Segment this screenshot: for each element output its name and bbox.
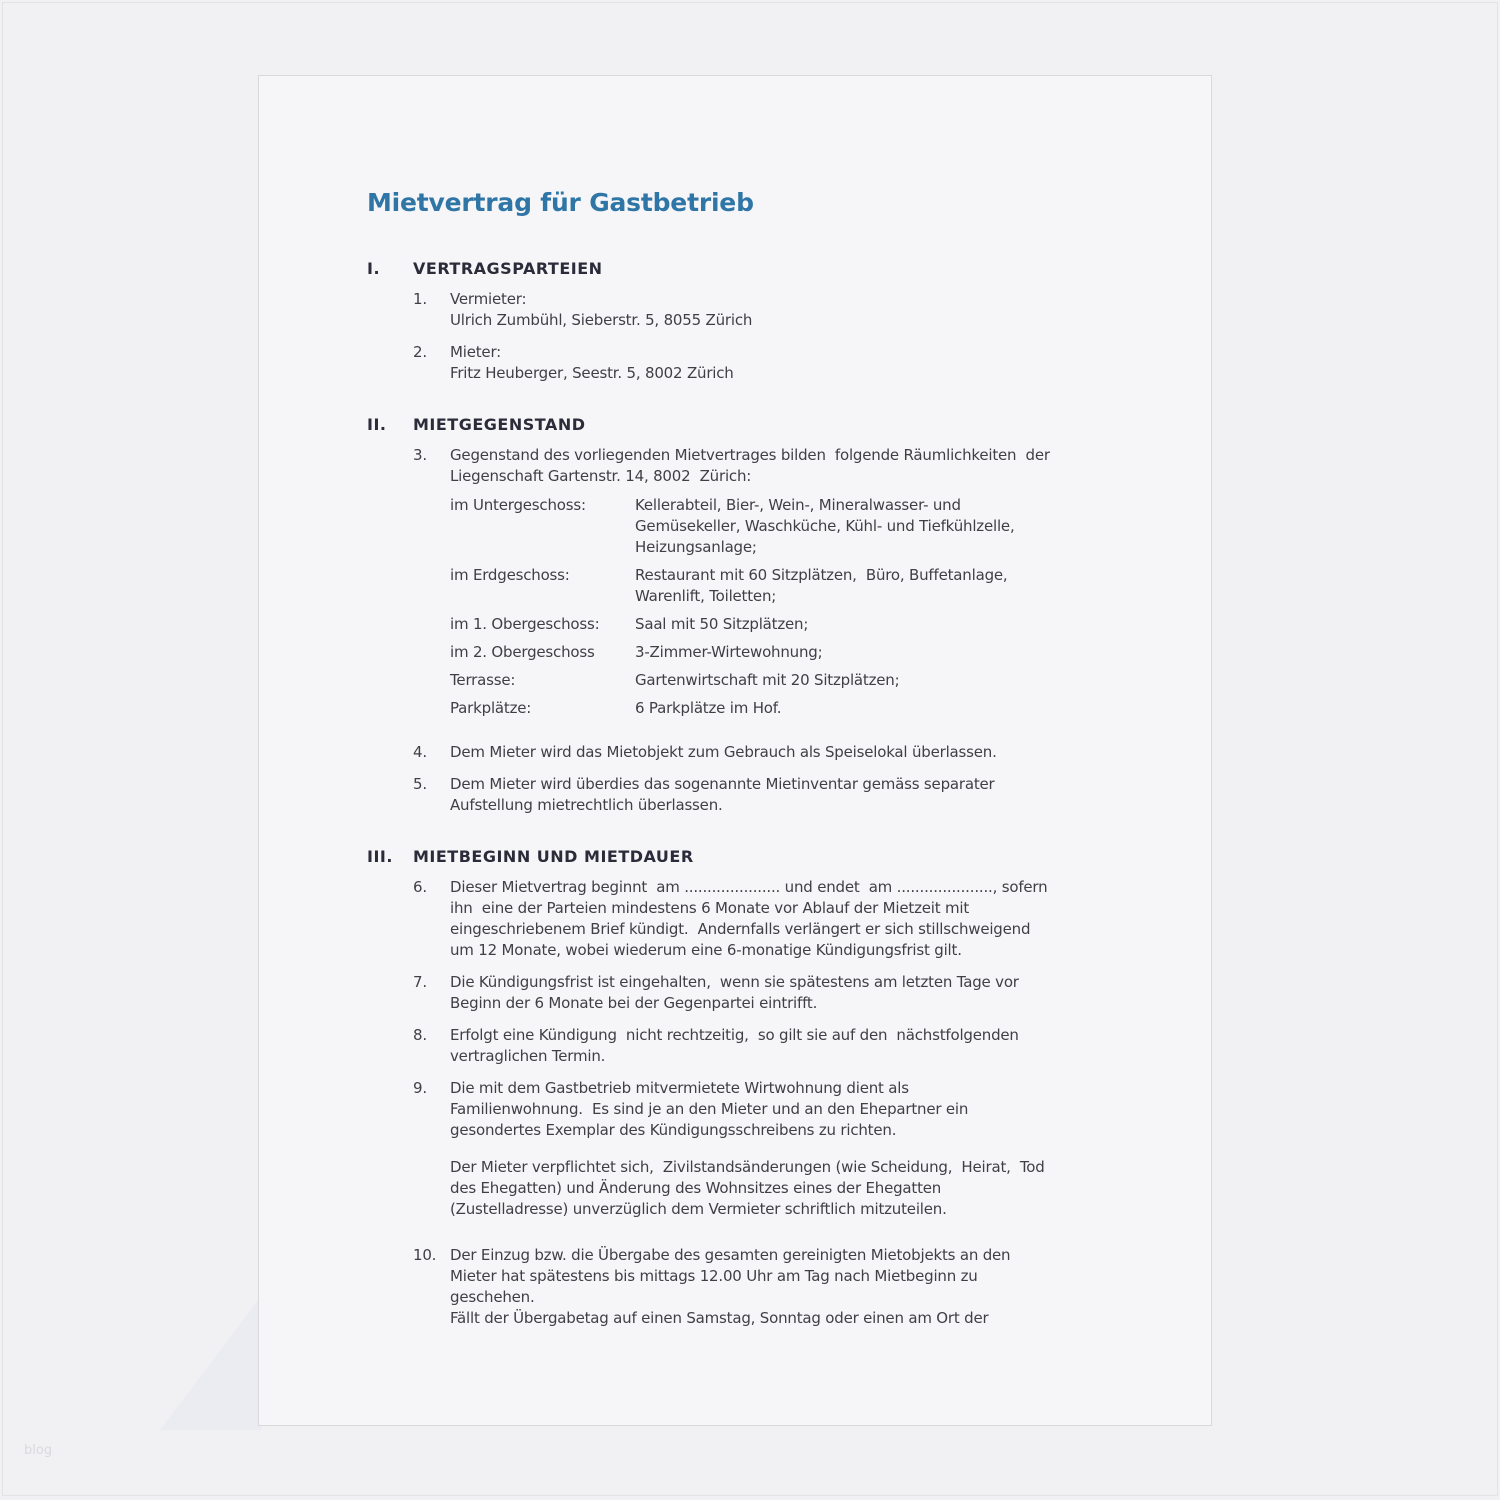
contract-clause: [413, 1078, 1211, 1220]
clause-body: [450, 972, 1019, 1014]
contract-clause: [413, 1245, 1211, 1329]
clause-number: 6.: [413, 878, 427, 896]
clause-body: [450, 289, 752, 331]
clause-text-line: Mieter hat spätestens bis mittags 12.00 Uhr am Tag nach Mietbeginn zu: [450, 1267, 978, 1285]
clause-text-line: geschehen.: [450, 1288, 535, 1306]
section-heading-text: MIETGEGENSTAND: [413, 415, 586, 434]
contract-clause: [413, 972, 1211, 1014]
room-location-label: Terrasse:: [450, 671, 516, 689]
contract-clause: [413, 289, 1211, 331]
clause-text-line: Ulrich Zumbühl, Sieberstr. 5, 8055 Zürich: [450, 311, 753, 329]
contract-title: Mietvertrag für Gastbetrieb: [367, 188, 754, 217]
contract-clause: [413, 742, 1211, 763]
clause-text-line: Liegenschaft Gartenstr. 14, 8002 Zürich:: [450, 467, 752, 485]
clause-text-line: ihn eine der Parteien mindestens 6 Monate vor Ablauf der Mietzeit mit: [450, 899, 970, 917]
section-mietbeginn-und-mietdauer: [259, 846, 1211, 1329]
room-description-line: Saal mit 50 Sitzplätzen;: [635, 615, 809, 633]
clause-text-line: eingeschriebenem Brief kündigt. Andernfalls verlängert er sich stillschweigend: [450, 920, 1031, 938]
clause-number: 5.: [413, 775, 427, 793]
room-row: [450, 642, 1050, 663]
clause-text-line: Aufstellung mietrechtlich überlassen.: [450, 796, 723, 814]
clause-text-line: um 12 Monate, wobei wiederum eine 6-monatige Kündigungsfrist gilt.: [450, 941, 962, 959]
clause-text-line: Fritz Heuberger, Seestr. 5, 8002 Zürich: [450, 364, 734, 382]
contract-clause: [413, 774, 1211, 816]
clause-number: 1.: [413, 290, 427, 308]
clause-number: 7.: [413, 973, 427, 991]
section-vertragsparteien: [259, 258, 1211, 384]
clause-body: [450, 342, 734, 384]
contract-clause: [413, 445, 1211, 731]
clause-body: [450, 774, 995, 816]
room-location-label: im Untergeschoss:: [450, 496, 586, 514]
room-row: [450, 495, 1050, 558]
section-heading: [367, 846, 1211, 867]
clause-number: 9.: [413, 1079, 427, 1097]
section-heading: [367, 258, 1211, 279]
clause-second-paragraph: [450, 1157, 1045, 1220]
room-description: [635, 614, 808, 635]
clause-text-line: des Ehegatten) und Änderung des Wohnsitzes eines der Ehegatten: [450, 1179, 942, 1197]
clause-text-line: Dieser Mietvertrag beginnt am ..................... und endet am ....................., sofern: [450, 878, 1048, 896]
premises-table: [450, 495, 1050, 719]
room-description-line: 3-Zimmer-Wirtewohnung;: [635, 643, 823, 661]
watermark-blog: blog: [24, 1443, 53, 1458]
section-numeral: I.: [367, 259, 381, 278]
clause-text-line: vertraglichen Termin.: [450, 1047, 606, 1065]
room-row: [450, 698, 1050, 719]
room-description-line: Gartenwirtschaft mit 20 Sitzplätzen;: [635, 671, 900, 689]
room-description-line: Kellerabteil, Bier-, Wein-, Mineralwasser- und: [635, 496, 961, 514]
clause-body: [450, 742, 997, 763]
clause-text-line: Mieter:: [450, 343, 502, 361]
section-numeral: III.: [367, 847, 393, 866]
clause-number: 8.: [413, 1026, 427, 1044]
page-corner-fold: [160, 1295, 262, 1430]
room-description-line: Warenlift, Toiletten;: [635, 587, 777, 605]
room-location-label: im 1. Obergeschoss:: [450, 615, 600, 633]
clause-text-line: Vermieter:: [450, 290, 527, 308]
room-row: [450, 565, 1050, 607]
clause-text-line: Fällt der Übergabetag auf einen Samstag, Sonntag oder einen am Ort der: [450, 1309, 989, 1327]
section-heading-text: MIETBEGINN UND MIETDAUER: [413, 847, 694, 866]
room-location-label: im 2. Obergeschoss: [450, 643, 595, 661]
clause-text-line: Erfolgt eine Kündigung nicht rechtzeitig, so gilt sie auf den nächstfolgenden: [450, 1026, 1019, 1044]
clause-number: 10.: [413, 1246, 437, 1264]
clause-text-line: Die Kündigungsfrist ist eingehalten, wenn sie spätestens am letzten Tage vor: [450, 973, 1019, 991]
clause-text-line: Dem Mieter wird das Mietobjekt zum Gebrauch als Speiselokal überlassen.: [450, 743, 997, 761]
section-mietgegenstand: [259, 414, 1211, 816]
clause-text-line: Gegenstand des vorliegenden Mietvertrages bilden folgende Räumlichkeiten der: [450, 446, 1050, 464]
contract-clause: [413, 342, 1211, 384]
clause-text-line: Familienwohnung. Es sind je an den Mieter und an den Ehepartner ein: [450, 1100, 969, 1118]
room-description: [635, 670, 899, 691]
room-location-label: im Erdgeschoss:: [450, 566, 570, 584]
clause-body: [450, 1025, 1019, 1067]
contract-clause: [413, 1025, 1211, 1067]
clause-body: [450, 877, 1047, 961]
room-row: [450, 614, 1050, 635]
room-location-label: Parkplätze:: [450, 699, 532, 717]
clause-number: 4.: [413, 743, 427, 761]
clause-text-line: Die mit dem Gastbetrieb mitvermietete Wirtwohnung dient als: [450, 1079, 909, 1097]
clause-text-line: Beginn der 6 Monate bei der Gegenpartei eintrifft.: [450, 994, 818, 1012]
room-row: [450, 670, 1050, 691]
clause-text-line: Dem Mieter wird überdies das sogenannte Mietinventar gemäss separater: [450, 775, 995, 793]
room-description-line: 6 Parkplätze im Hof.: [635, 699, 782, 717]
clause-text-line: Der Mieter verpflichtet sich, Zivilstandsänderungen (wie Scheidung, Heirat, Tod: [450, 1158, 1045, 1176]
section-heading: [367, 414, 1211, 435]
room-description: [635, 495, 1015, 558]
contract-clause: [413, 877, 1211, 961]
clause-number: 3.: [413, 446, 427, 464]
section-heading-text: VERTRAGSPARTEIEN: [413, 259, 603, 278]
clause-text-line: Der Einzug bzw. die Übergabe des gesamten gereinigten Mietobjekts an den: [450, 1246, 1011, 1264]
room-description: [635, 565, 1007, 607]
room-description-line: Gemüsekeller, Waschküche, Kühl- und Tiefkühlzelle,: [635, 517, 1015, 535]
section-numeral: II.: [367, 415, 387, 434]
clause-text-line: gesondertes Exemplar des Kündigungsschreibens zu richten.: [450, 1121, 897, 1139]
clause-number: 2.: [413, 343, 427, 361]
room-description: [635, 698, 781, 719]
clause-text-line: (Zustelladresse) unverzüglich dem Vermieter schriftlich mitzuteilen.: [450, 1200, 947, 1218]
clause-body: [450, 1245, 1010, 1329]
clause-body: [450, 1078, 1045, 1220]
room-description-line: Heizungsanlage;: [635, 538, 757, 556]
clause-body: [450, 445, 1050, 731]
contract-page: [258, 75, 1212, 1426]
room-description: [635, 642, 822, 663]
room-description-line: Restaurant mit 60 Sitzplätzen, Büro, Buffetanlage,: [635, 566, 1008, 584]
